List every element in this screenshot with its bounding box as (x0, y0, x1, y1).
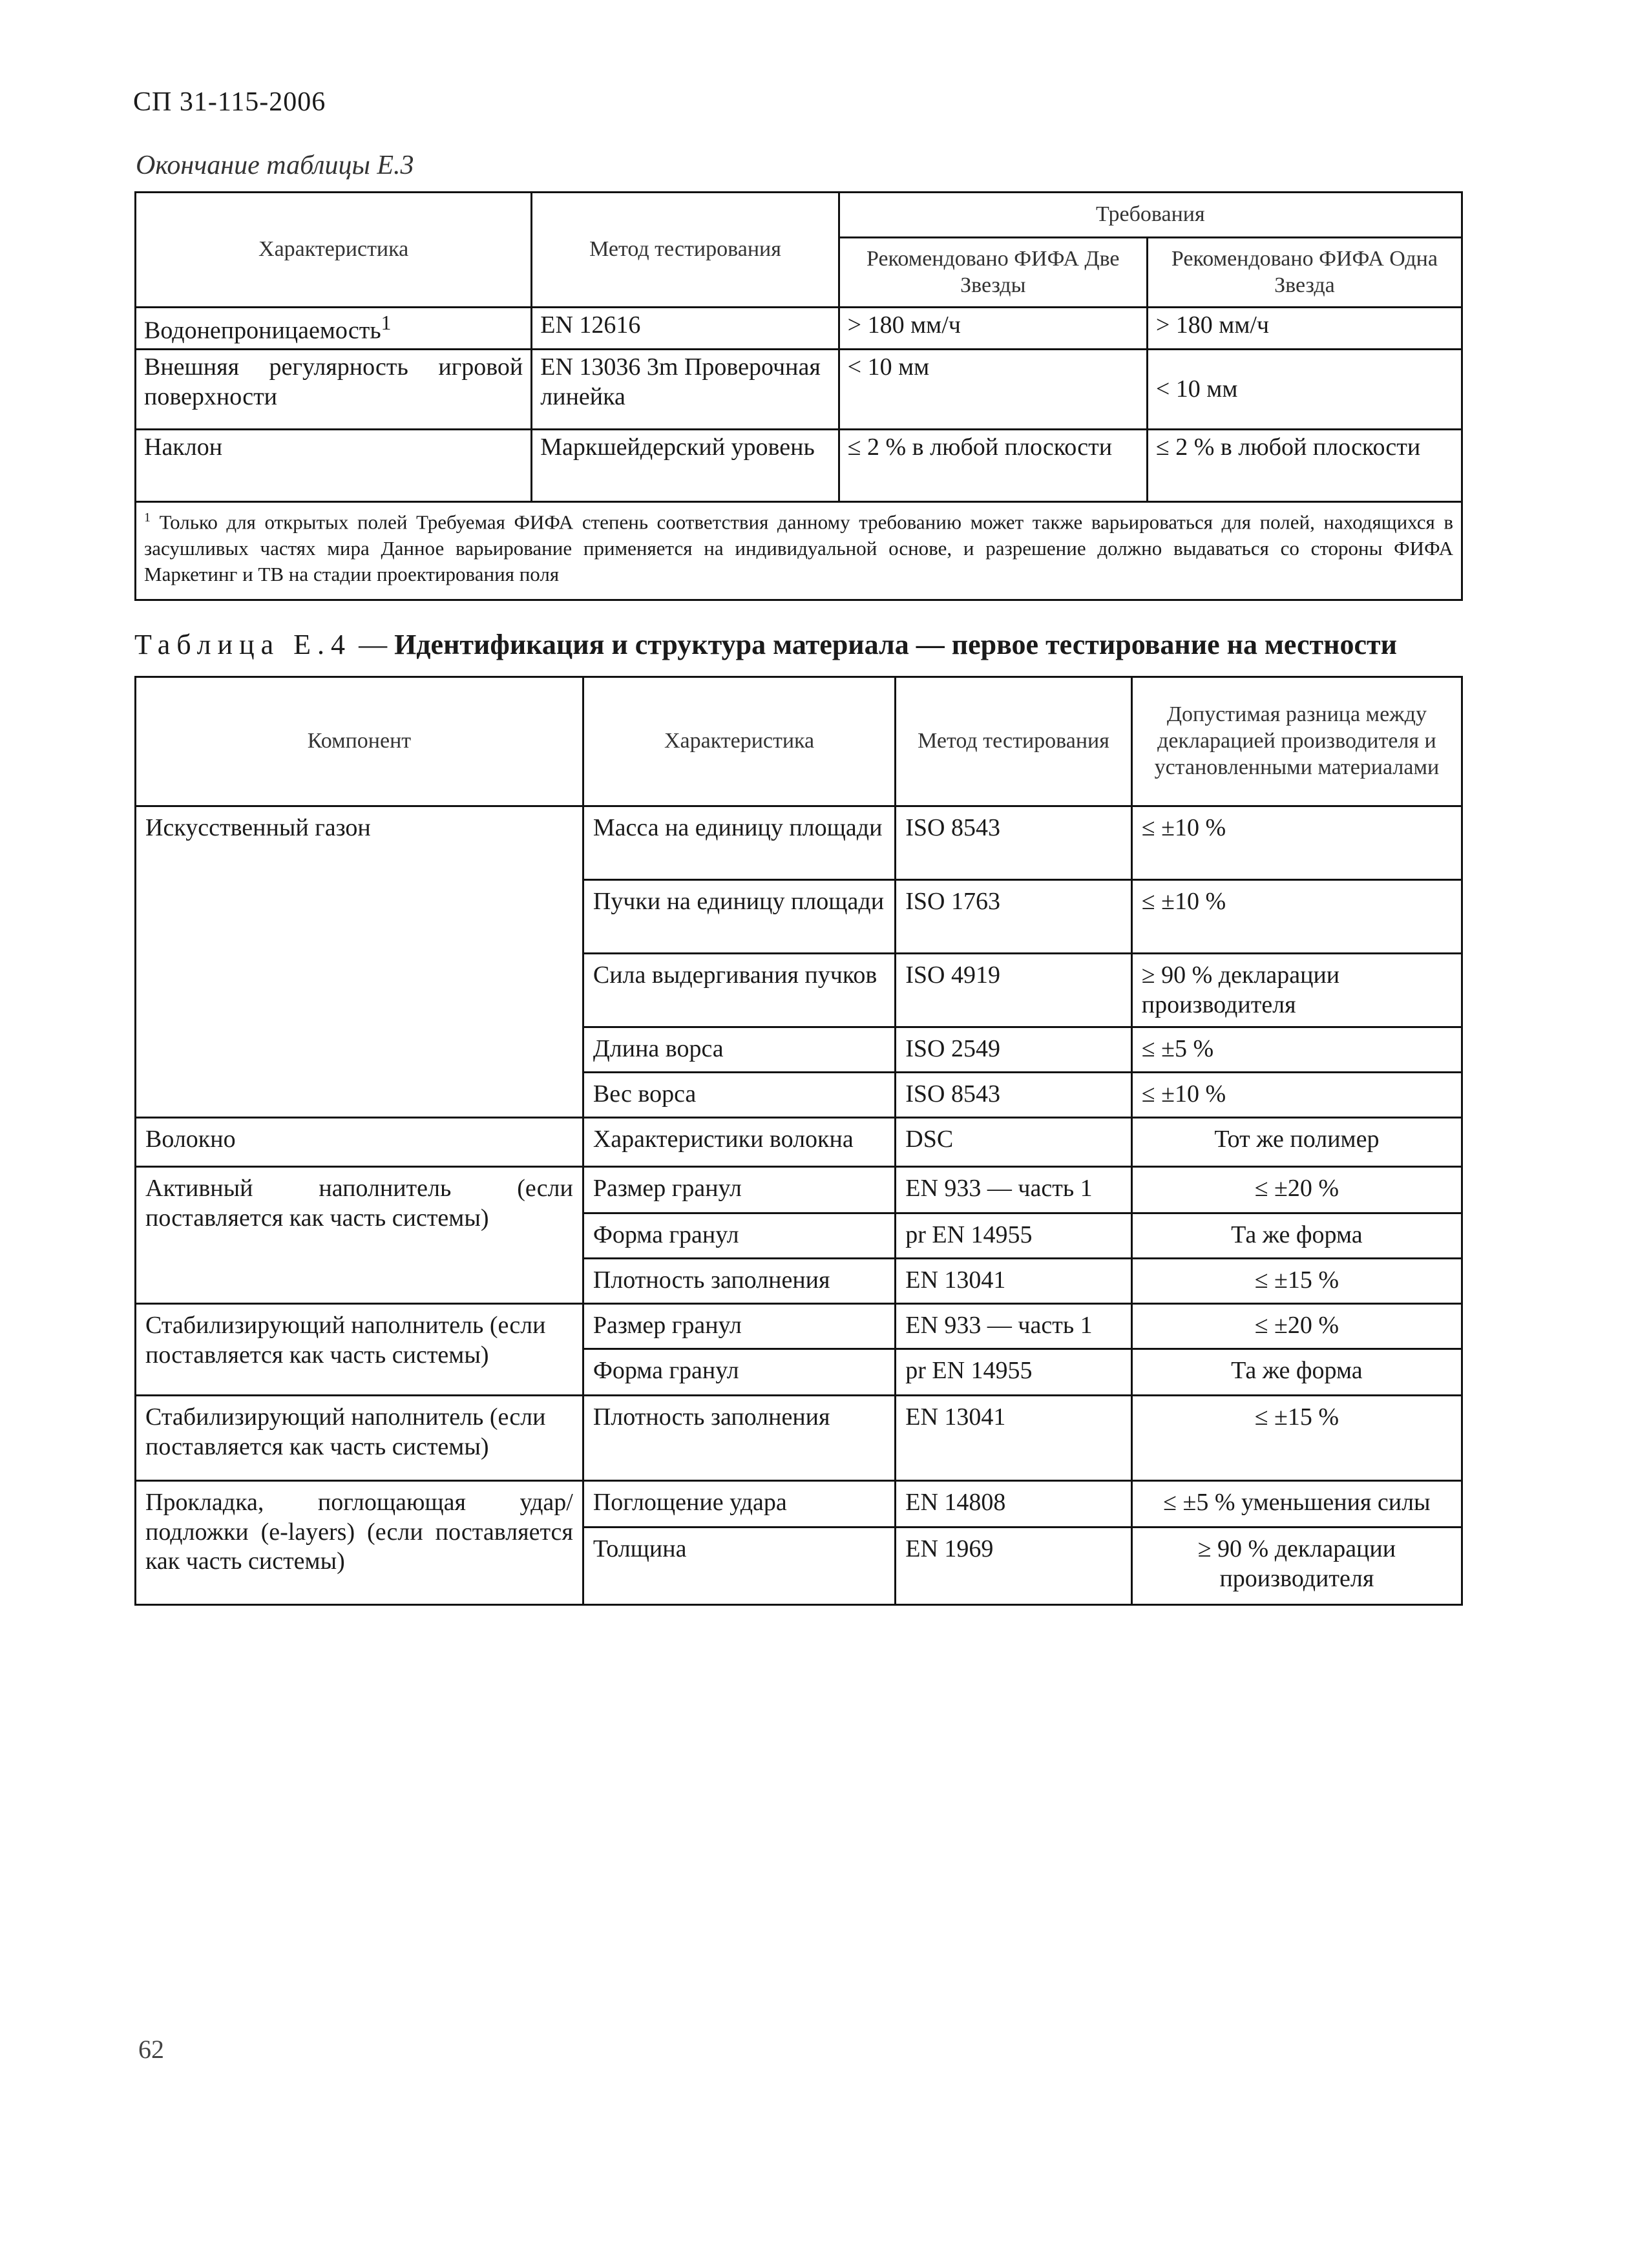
header-method: Метод тестирования (532, 193, 839, 308)
table-e4-title-separator: — (352, 629, 395, 660)
footnote-text: Только для открытых полей Требуемая ФИФА степень соответствия данному требованию может также варьироваться для полей, находящихся в засушливых частях мира Данное варьирование применяется на индивидуальной основе, и разрешение должно выдаваться со стороны ФИФА Маркетинг и ТВ на стадии проектирования поля (144, 510, 1453, 586)
cell-characteristic: Поглощение удара (583, 1481, 895, 1528)
table-e3 (134, 191, 1463, 601)
cell-component: Прокладка, поглощающая удар/подложки (e-layers) (если поставляется как часть системы) (136, 1481, 583, 1605)
cell-characteristic: Вес ворса (583, 1073, 895, 1118)
header-characteristic: Характеристика (583, 677, 895, 806)
cell-tolerance: ≤ ±20 % (1131, 1304, 1462, 1349)
cell-characteristic: Пучки на единицу площади (583, 880, 895, 954)
table-row (136, 308, 1462, 350)
table-e3-continuation-caption: Окончание таблицы Е.3 (136, 151, 414, 180)
cell-characteristic: Плотность заполнения (583, 1259, 895, 1304)
cell-one-star: > 180 мм/ч (1147, 308, 1462, 350)
cell-method: EN 933 — часть 1 (896, 1167, 1132, 1213)
cell-one-star: < 10 мм (1147, 350, 1462, 430)
cell-characteristic: Масса на единицу площади (583, 806, 895, 880)
table-row (136, 1118, 1462, 1167)
table-e4-title (134, 628, 1491, 661)
cell-one-star: ≤ 2 % в любой плоскости (1147, 430, 1462, 502)
header-characteristic: Характеристика (136, 193, 532, 308)
cell-method: ISO 1763 (896, 880, 1132, 954)
table-e4 (134, 676, 1463, 1606)
cell-characteristic: Толщина (583, 1528, 895, 1605)
cell-characteristic: Плотность заполнения (583, 1396, 895, 1481)
cell-method: ISO 4919 (896, 954, 1132, 1027)
cell-method: EN 13041 (896, 1396, 1132, 1481)
footnote-mark: 1 (381, 311, 392, 334)
cell-tolerance: ≤ ±15 % (1131, 1396, 1462, 1481)
header-tolerance: Допустимая разница между декларацией производителя и установленными материалами (1131, 677, 1462, 806)
page-number: 62 (138, 2035, 164, 2064)
cell-tolerance: Та же форма (1131, 1349, 1462, 1396)
table-row (136, 350, 1462, 430)
cell-method: DSC (896, 1118, 1132, 1167)
header-requirements: Требования (839, 193, 1462, 238)
cell-tolerance: ≤ ±15 % (1131, 1259, 1462, 1304)
cell-tolerance: ≥ 90 % декларации производителя (1131, 1528, 1462, 1605)
cell-method: EN 12616 (532, 308, 839, 350)
table-row (136, 1396, 1462, 1481)
table-row (136, 1167, 1462, 1213)
table-header-row (136, 677, 1462, 806)
cell-tolerance: ≤ ±10 % (1131, 806, 1462, 880)
cell-component: Стабилизирующий наполнитель (если поставляется как часть системы) (136, 1396, 583, 1481)
cell-characteristic: Внешняя регулярность игровой поверхности (136, 350, 532, 430)
cell-method: EN 1969 (896, 1528, 1132, 1605)
cell-tolerance: ≤ ±10 % (1131, 1073, 1462, 1118)
cell-characteristic: Наклон (136, 430, 532, 502)
cell-component: Стабилизирующий наполнитель (если поставляется как часть системы) (136, 1304, 583, 1396)
cell-method: ISO 8543 (896, 1073, 1132, 1118)
cell-method: EN 933 — часть 1 (896, 1304, 1132, 1349)
cell-method: EN 13036 3m Проверочная линейка (532, 350, 839, 430)
table-row (136, 1304, 1462, 1349)
header-two-star: Рекомендовано ФИФА Две Звезды (839, 238, 1147, 308)
cell-characteristic: Размер гранул (583, 1304, 895, 1349)
document-code: СП 31-115-2006 (133, 87, 326, 117)
cell-two-star: < 10 мм (839, 350, 1147, 430)
cell-characteristic: Сила выдергивания пучков (583, 954, 895, 1027)
cell-two-star: > 180 мм/ч (839, 308, 1147, 350)
table-e4-title-text: Идентификация и структура материала — первое тестирование на местности (394, 629, 1397, 660)
header-method: Метод тестирования (896, 677, 1132, 806)
header-one-star: Рекомендовано ФИФА Одна Звезда (1147, 238, 1462, 308)
cell-tolerance: ≤ ±5 % уменьшения силы (1131, 1481, 1462, 1528)
cell-characteristic (136, 308, 532, 350)
cell-method: EN 13041 (896, 1259, 1132, 1304)
cell-characteristic: Форма гранул (583, 1349, 895, 1396)
cell-tolerance: Та же форма (1131, 1213, 1462, 1259)
cell-method: EN 14808 (896, 1481, 1132, 1528)
table-header-row (136, 193, 1462, 238)
cell-component: Волокно (136, 1118, 583, 1167)
table-row (136, 806, 1462, 880)
table-footnote (136, 502, 1462, 600)
cell-tolerance: ≤ ±10 % (1131, 880, 1462, 954)
cell-tolerance: Тот же полимер (1131, 1118, 1462, 1167)
table-row (136, 1481, 1462, 1528)
cell-component: Активный наполнитель (если поставляется как часть системы) (136, 1167, 583, 1304)
table-e4-title-prefix: Таблица Е.4 (134, 629, 352, 660)
cell-tolerance: ≤ ±20 % (1131, 1167, 1462, 1213)
cell-text: Водонепроницаемость (144, 317, 381, 344)
cell-characteristic: Размер гранул (583, 1167, 895, 1213)
cell-tolerance: ≤ ±5 % (1131, 1027, 1462, 1073)
cell-method: Маркшейдерский уровень (532, 430, 839, 502)
cell-characteristic: Форма гранул (583, 1213, 895, 1259)
table-row (136, 430, 1462, 502)
cell-characteristic: Характеристики волокна (583, 1118, 895, 1167)
cell-component: Искусственный газон (136, 806, 583, 1118)
table-footnote-row (136, 502, 1462, 600)
cell-method: ISO 8543 (896, 806, 1132, 880)
cell-two-star: ≤ 2 % в любой плоскости (839, 430, 1147, 502)
cell-method: pr EN 14955 (896, 1349, 1132, 1396)
cell-method: ISO 2549 (896, 1027, 1132, 1073)
cell-method: pr EN 14955 (896, 1213, 1132, 1259)
footnote-mark: 1 (144, 510, 151, 525)
header-component: Компонент (136, 677, 583, 806)
cell-tolerance: ≥ 90 % декларации производителя (1131, 954, 1462, 1027)
cell-characteristic: Длина ворса (583, 1027, 895, 1073)
